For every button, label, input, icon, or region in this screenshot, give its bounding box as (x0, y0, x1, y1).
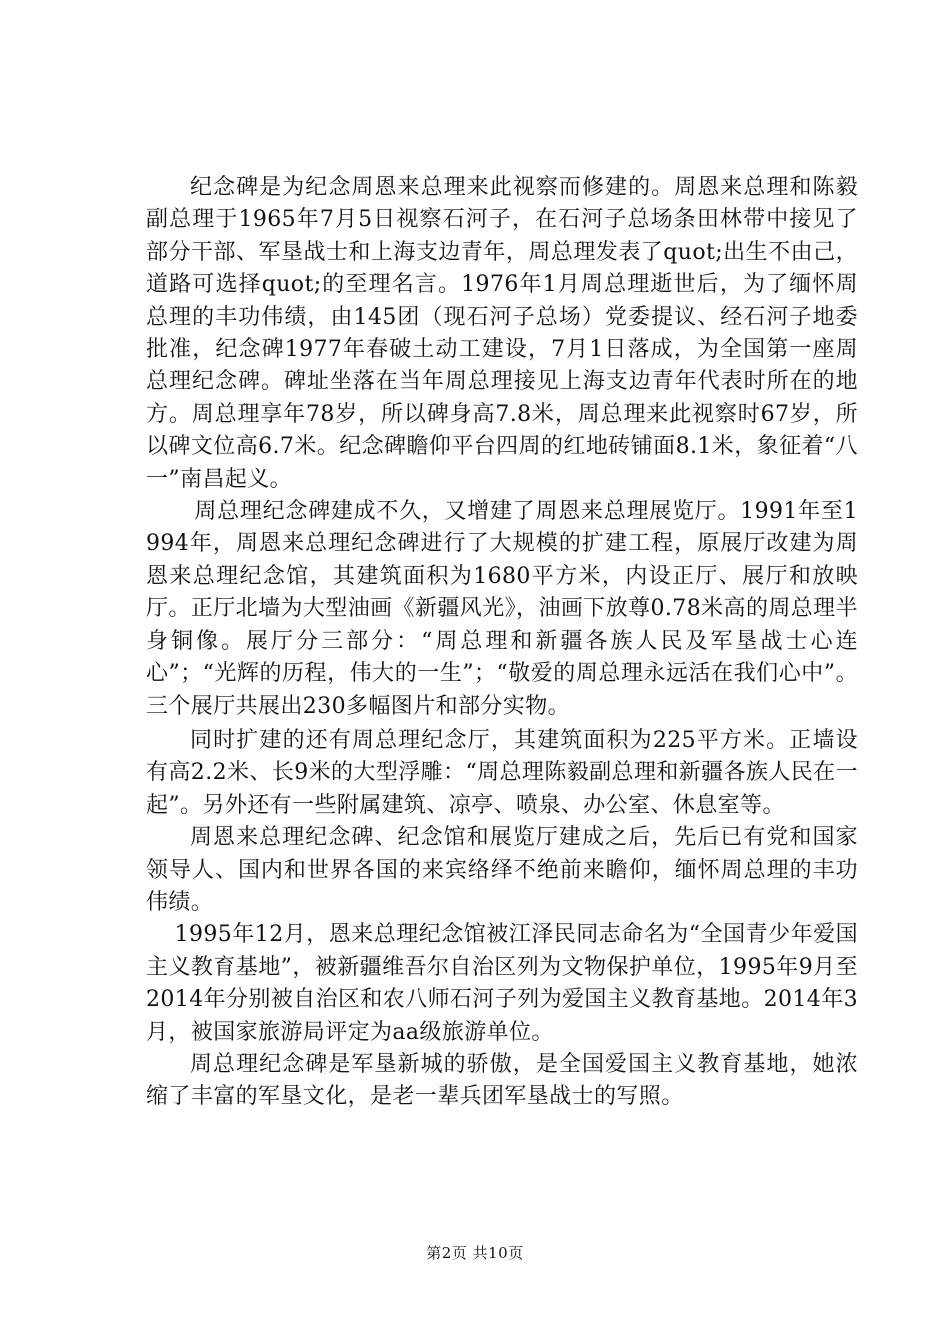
document-body (146, 172, 858, 1114)
paragraph-conclusion: 周总理纪念碑是军垦新城的骄傲，是全国爱国主义教育基地，她浓缩了丰富的军垦文化，是老一辈兵团军垦战士的写照。 (146, 1051, 858, 1110)
page-number-footer: 第2页 共10页 (426, 1244, 524, 1262)
paragraph-exhibition-hall: 周总理纪念碑建成不久，又增建了周恩来总理展览厅。1991年至1994年，周恩来总理纪念碑进行了大规模的扩建工程，原展厅改建为周恩来总理纪念馆，其建筑面积为1680平方米，内设正厅、展厅和放映厅。正厅北墙为大型油画《新疆风光》，油画下放尊0.78米高的周总理半身铜像。展厅分三部分：“周总理和新疆各族人民及军垦战士心连心”；“光辉的历程，伟大的一生”；“敬爱的周总理永远活在我们心中”。三个展厅共展出230多幅图片和部分实物。 (146, 499, 858, 719)
paragraph-memorial-hall: 同时扩建的还有周总理纪念厅，其建筑面积为225平方米。正墙设有高2.2米、长9米的大型浮雕：“周总理陈毅副总理和新疆各族人民在一起”。另外还有一些附属建筑、凉亭、喷泉、办公室、休息室等。 (146, 727, 858, 818)
paragraph-education-base: 1995年12月，恩来总理纪念馆被江泽民同志命名为“全国青少年爱国主义教育基地”，被新疆维吾尔自治区列为文物保护单位，1995年9月至2014年分别被自治区和农八师石河子列为爱国主义教育基地。2014年3月，被国家旅游局评定为aa级旅游单位。 (146, 922, 858, 1045)
paragraph-monument-origin: 纪念碑是为纪念周恩来总理来此视察而修建的。周恩来总理和陈毅副总理于1965年7月5日视察石河子，在石河子总场条田林带中接见了部分干部、军垦战士和上海支边青年，周总理发表了quot;出生不由己，道路可选择quot;的至理名言。1976年1月周总理逝世后，为了缅怀周总理的丰功伟绩，由145团（现石河子总场）党委提议、经石河子地委批准，纪念碑1977年春破土动工建设，7月1日落成，为全国第一座周总理纪念碑。碑址坐落在当年周总理接见上海支边青年代表时所在的地方。周总理享年78岁，所以碑身高7.8米，周总理来此视察时67岁，所以碑文位高6.7米。纪念碑瞻仰平台四周的红地砖铺面8.1米，象征着“八一”南昌起义。 (146, 175, 858, 492)
paragraph-visitors: 周恩来总理纪念碑、纪念馆和展览厅建成之后，先后已有党和国家领导人、国内和世界各国的来宾络绎不绝前来瞻仰，缅怀周总理的丰功伟绩。 (146, 825, 858, 915)
